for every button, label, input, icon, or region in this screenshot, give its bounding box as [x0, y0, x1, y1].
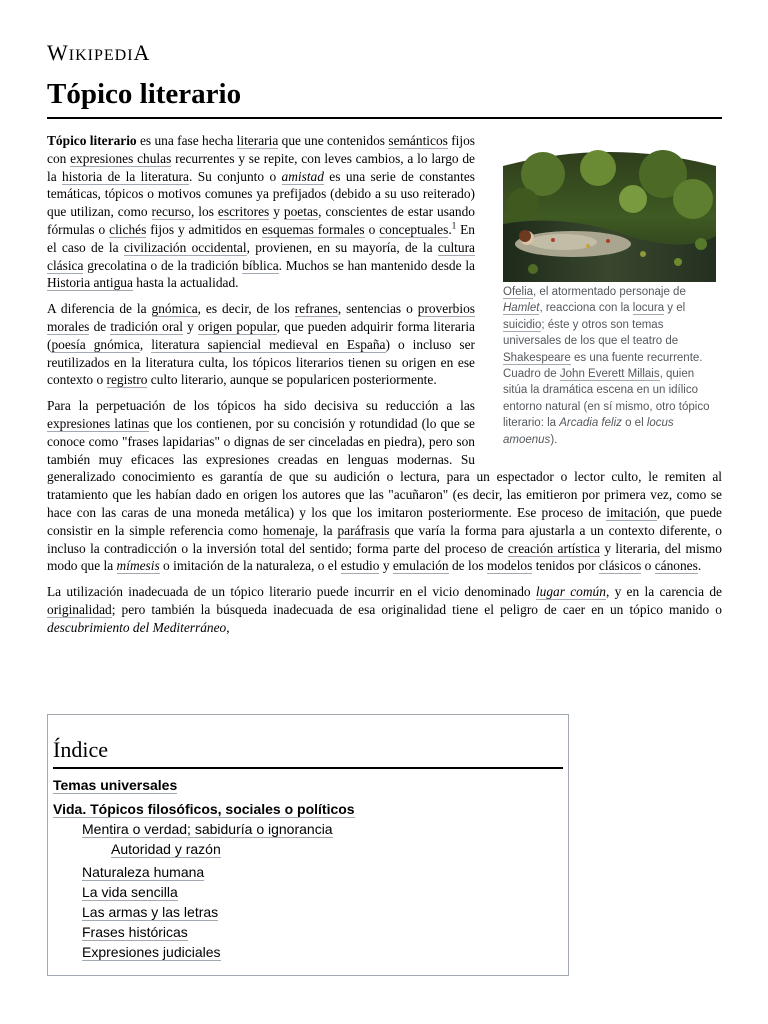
ophelia-painting[interactable] — [503, 144, 716, 282]
link[interactable]: gnómica — [151, 301, 198, 317]
toc-item-naturaleza-humana[interactable] — [82, 862, 568, 882]
text: ) o incluso ser reutilizados en la literatura culta, los tópicos literarios tienen su origen en ese contexto o — [47, 336, 475, 388]
text: fijos y admitidos en — [146, 221, 262, 237]
link[interactable]: expresiones chulas — [70, 150, 172, 166]
link[interactable]: refranes — [294, 301, 338, 317]
caption-text: ; éste y otros son temas universales de los que el teatro de — [503, 318, 679, 348]
toc-item-label: Naturaleza humana — [82, 864, 205, 880]
text: ; pero también la búsqueda inadecuada de esa originalidad tiene el peligro de caer en un tópico manido o — [111, 601, 722, 617]
toc-item-temas-universales[interactable] — [53, 775, 568, 795]
link[interactable]: recurso — [151, 204, 191, 220]
page-title: Tópico literario — [47, 78, 242, 110]
article-figure — [503, 144, 716, 448]
toc-list — [48, 775, 568, 962]
text: y literaria, del mismo modo que la — [47, 540, 722, 574]
text: , — [226, 619, 230, 635]
text: . Su conjunto o — [188, 168, 282, 184]
term-bold: Tópico literario — [47, 133, 137, 148]
text: o — [641, 558, 655, 574]
link[interactable]: mímesis — [116, 558, 160, 574]
link[interactable]: conceptuales — [379, 221, 449, 237]
toc-item-expresiones-judiciales[interactable] — [82, 942, 568, 962]
toc-item-vida[interactable] — [53, 799, 568, 819]
toc-item-label: Mentira o verdad; sabiduría o ignorancia — [82, 821, 333, 837]
link[interactable]: creación artística — [507, 540, 600, 556]
text: y — [379, 558, 393, 574]
toc-item-label: Frases históricas — [82, 924, 188, 940]
text: A diferencia de la — [47, 301, 152, 317]
link[interactable]: bíblica — [242, 257, 279, 273]
link[interactable]: origen popular — [198, 318, 277, 334]
toc-item-mentira-o-verdad[interactable] — [82, 819, 568, 839]
reference-link[interactable]: 1 — [451, 220, 457, 231]
toc-item-armas-y-letras[interactable] — [82, 902, 568, 922]
logo-letter: W — [47, 40, 69, 65]
caption-link[interactable]: John Everett Millais — [559, 368, 660, 381]
link[interactable]: registro — [106, 372, 148, 388]
title-divider — [47, 117, 722, 119]
caption-text: es una fuente recurrente. Cuadro de — [503, 351, 703, 381]
link[interactable]: civilización occidental — [123, 239, 247, 255]
link[interactable]: cultura clásica — [47, 239, 475, 273]
link[interactable]: clásicos — [598, 558, 642, 574]
text: , es decir, de los — [197, 301, 295, 317]
caption-text: o el — [621, 417, 647, 430]
link[interactable]: proverbios morales — [47, 301, 475, 334]
text: En el caso de la — [47, 221, 475, 255]
caption-text: , el atormentado personaje de — [533, 286, 686, 298]
text: . — [448, 221, 452, 237]
toc-item-label: Las armas y las letras — [82, 904, 219, 920]
caption-text: , quien sitúa la dramática escena en un idílico entorno natural (en sí mismo, otro tópico literario: la — [503, 368, 710, 430]
caption-italic: Arcadia feliz — [559, 417, 622, 430]
text: de los — [448, 558, 487, 574]
text: hasta la actualidad. — [132, 275, 239, 291]
link[interactable]: imitación — [606, 504, 657, 520]
toc-item-frases-historicas[interactable] — [82, 922, 568, 942]
text: La utilización inadecuada de un tópico literario puede incurrir en el vicio denominado — [47, 584, 536, 600]
text: , conscientes de estar usando fórmulas o — [47, 204, 475, 237]
caption-link[interactable]: locura — [632, 302, 665, 315]
link[interactable]: tradición oral — [110, 318, 183, 334]
italic-text: descubrimiento del Mediterráneo — [47, 619, 227, 635]
toc-item-label: La vida sencilla — [82, 884, 178, 900]
logo-letters: IKIPEDI — [68, 47, 134, 64]
text: tenidos por — [532, 558, 599, 574]
link[interactable]: estudio — [340, 558, 380, 574]
text: recurrentes y se repite, con leves cambios, a lo largo de la — [47, 150, 475, 184]
text: y — [269, 204, 284, 220]
text: , sentencias o — [337, 301, 418, 317]
link[interactable]: literatura sapiencial medieval en España — [151, 336, 386, 352]
text: que los contienen, por su concisión y rotundidad (lo que se conoce como "frases lapidarias" o dignas de ser cinceladas en piedra), pero son también muy eficaces las expresiones creadas en lenguas modernas. Su generalizado conocimiento es garantía de que su audición o lectura, para un espectador o lector culto, le remiten al tratamiento que les habían dado en origen los autores que las "acuñaron" (es decir, las emitieron por primera vez, como se hace con las caras de una moneda metálica) y los que los imitaron posteriormente. Ese proceso de — [47, 415, 722, 520]
link[interactable]: cánones — [654, 558, 698, 574]
article-body — [47, 132, 722, 645]
link[interactable]: amistad — [281, 168, 324, 184]
text: culto literario, aunque se popularicen posteriormente. — [147, 372, 437, 388]
link[interactable]: homenaje — [262, 522, 315, 538]
link[interactable]: poesía gnómica — [51, 336, 140, 352]
text: grecolatina o de la tradición — [83, 257, 243, 273]
link[interactable]: clichés — [109, 221, 147, 237]
caption-text: y el — [664, 302, 686, 315]
caption-link[interactable]: Ofelia — [503, 286, 534, 298]
paragraph-lugar-comun — [47, 583, 722, 636]
text: es una fase hecha — [136, 133, 237, 148]
table-of-contents — [47, 714, 569, 976]
text: que une contenidos — [278, 133, 389, 148]
toc-title: Índice — [53, 737, 108, 762]
toc-item-autoridad-y-razon[interactable] — [111, 839, 568, 859]
caption-text: , reacciona con la — [539, 302, 633, 315]
caption-link[interactable]: Hamlet — [503, 302, 540, 315]
text: o — [364, 221, 380, 237]
link[interactable]: historia de la literatura — [62, 168, 189, 184]
toc-item-label: Autoridad y razón — [111, 841, 221, 857]
toc-divider — [53, 767, 563, 769]
link[interactable]: escritores — [217, 204, 270, 220]
toc-item-label: Vida. Tópicos filosóficos, sociales o políticos — [53, 801, 355, 817]
toc-item-vida-sencilla[interactable] — [82, 882, 568, 902]
caption-text: ). — [550, 433, 558, 446]
toc-item-label: Temas universales — [53, 777, 178, 793]
text: , y en la carencia de — [605, 584, 722, 600]
link[interactable]: lugar común — [535, 584, 606, 600]
link[interactable]: emulación — [392, 558, 449, 574]
link[interactable]: paráfrasis — [337, 522, 390, 538]
logo-letter: A — [133, 40, 151, 65]
text: , que pueden adquirir forma literaria ( — [47, 318, 475, 352]
wikipedia-logo[interactable] — [47, 40, 150, 66]
text: , la — [314, 522, 338, 538]
link[interactable]: esquemas formales — [261, 221, 365, 237]
link[interactable]: originalidad — [47, 601, 112, 617]
text: , que puede consistir en la simple referencia como — [47, 504, 722, 538]
text: , — [139, 336, 152, 352]
caption-link[interactable]: Shakespeare — [503, 351, 571, 364]
toc-item-label: Expresiones judiciales — [82, 944, 221, 960]
text: , los — [190, 204, 218, 220]
caption-italic: locus amoenus — [503, 417, 674, 446]
text: de — [89, 318, 111, 334]
text: que varía la forma para ajustarla a un contexto diferente, o incluso la contradicción o la inversión total del sentido; forma parte del proceso de — [47, 522, 722, 556]
caption-link[interactable]: suicidio — [503, 318, 542, 331]
link[interactable]: Historia antigua — [47, 275, 133, 291]
link[interactable]: modelos — [486, 558, 533, 574]
link[interactable]: poetas — [283, 204, 319, 220]
text: . Muchos se han mantenido desde la — [278, 257, 475, 273]
text: o imitación de la naturaleza, o el — [159, 558, 341, 574]
text: , provienen, en su mayoría, de la — [246, 239, 438, 255]
link[interactable]: expresiones latinas — [47, 415, 150, 431]
text: . — [697, 558, 702, 574]
link[interactable]: literaria — [236, 133, 279, 148]
link[interactable]: semánticos — [388, 133, 448, 148]
text: fijos con — [47, 133, 476, 166]
text: y — [182, 318, 199, 334]
text: Para la perpetuación de los tópicos ha sido decisiva su reducción a las — [47, 398, 475, 414]
text: es una serie de constantes temáticas, tópicos o motivos comunes ya prefijados (debido a su uso reiterado) que utilizan, como — [47, 168, 475, 220]
figure-caption — [503, 284, 716, 448]
